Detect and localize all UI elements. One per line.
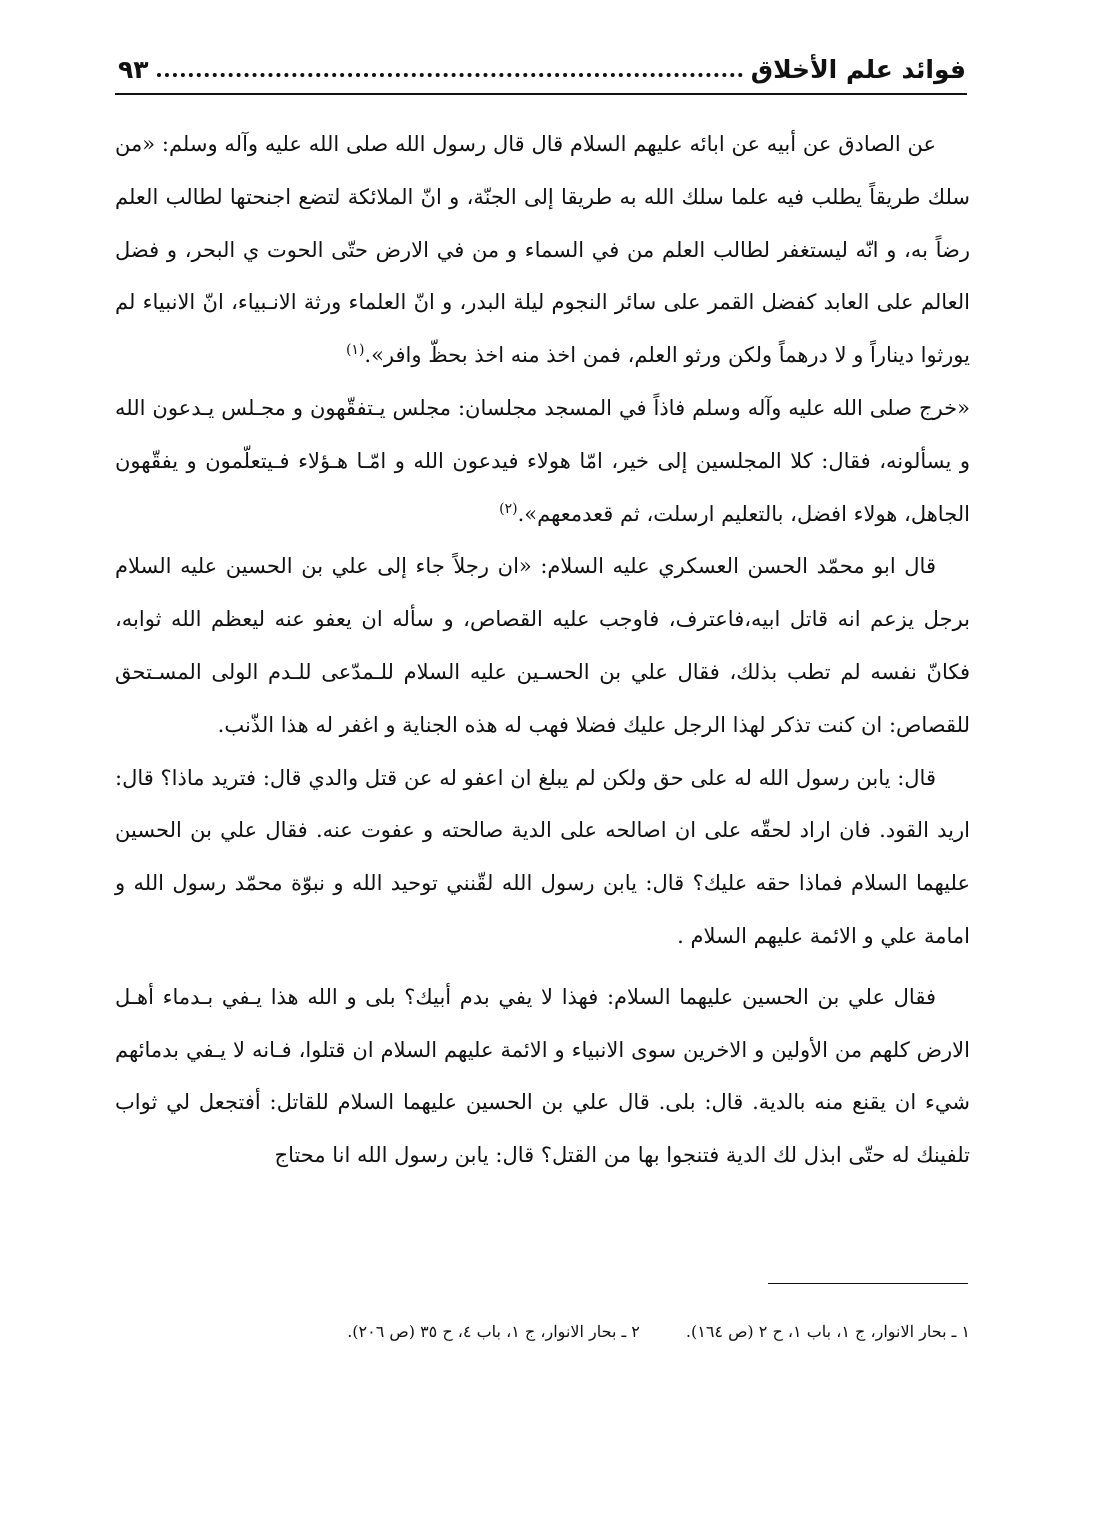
footnotes	[115, 1322, 970, 1341]
paragraph-text: عن الصادق عن أبيه عن ابائه عليهم السلام قال قال رسول الله صلى الله عليه وآله وسلم: «من سلك طريقاً يطلب فيه علما سلك الله به طريقا إلى الجنّة، و انّ الملائكة لتضع اجنحتها لطالب العلم رضاً به، و انّه ليستغفر لطالب العلم من في السماء و من في الارض حتّى الحوت ي البحر، و فضل العالم على العابد كفضل القمر على سائر النجوم ليلة البدر، و انّ العلماء ورثة الانـبياء، انّ الانبياء لم يورثوا ديناراً و لا درهماً ولكن ورثو العلم، فمن اخذ منه اخذ بحظّ وافر».	[115, 132, 970, 368]
footnote-1: ١ ـ بحار الانوار، ج ١، باب ١، ح ٢ (ص ١٦٤).	[685, 1322, 970, 1341]
paragraph-text: قال: يابن رسول الله له على حق ولكن لم يبلغ ان اعفو له عن قتل والدي قال: فتريد ماذا؟ قال: اريد القود. فان اراد لحقّه على ان اصالحه على الدية صالحته و عفوت عنه. فقال علي بن الحسين عليهما السلام فماذا حقه عليك؟ قال: يابن رسول الله لقّنني توحيد الله و نبوّة محمّد رسول الله و امامة علي و الائمة عليهم السلام .	[115, 765, 970, 948]
paragraph-4	[115, 752, 970, 963]
main-text	[115, 118, 970, 1182]
paragraph-1	[115, 118, 970, 382]
leader-dots	[157, 73, 743, 77]
footnote-ref-1: (١)	[345, 342, 365, 359]
footnote-divider	[768, 1283, 968, 1284]
paragraph-2	[115, 382, 970, 540]
paragraph-3	[115, 540, 970, 751]
paragraph-text: «خرج صلى الله عليه وآله وسلم فاذاً في المسجد مجلسان: مجلس يـتفقّهون و مجـلس يـدعون الله و يسألونه، فقال: كلا المجلسين إلى خير، امّا هولاء فيدعون الله و امّـا هـؤلاء فـيتعلّمون و يفقّهون الجاهل، هولاء افضل، بالتعليم ارسلت، ثم قعدمعهم».	[115, 395, 970, 526]
page-number: ٩٣	[118, 55, 149, 84]
paragraph-text: فقال علي بن الحسين عليهما السلام: فهذا لا يفي بدم أبيك؟ بلى و الله هذا يـفي بـدماء أهـل الارض كلهم من الأولين و الاخرين سوى الانبياء و الائمة عليهم السلام ان قتلوا، فـانه لا يـفي بدمائهم شيء ان يقنع منه بالدية. قال: بلى. قال علي بن الحسين عليهما السلام للقاتل: أفتجعل لي ثواب تلفينك له حتّى ابذل لك الدية فتنجوا بها من القتل؟ قال: يابن رسول الله انا محتاج	[115, 984, 970, 1168]
header-divider	[115, 93, 967, 95]
running-header	[118, 42, 966, 88]
paragraph-5	[115, 971, 970, 1182]
footnote-2: ٢ ـ بحار الانوار، ج ١، باب ٤، ح ٣٥ (ص ٢٠٦).	[347, 1322, 640, 1341]
book-title: فوائد علم الأخلاق	[750, 55, 966, 84]
paragraph-text: قال ابو محمّد الحسن العسكري عليه السلام: «ان رجلاً جاء إلى علي بن الحسين عليه السلام برجل يزعم انه قاتل ابيه،فاعترف، فاوجب عليه القصاص، و سأله ان يعفو عنه ليعظم الله ثوابه، فكانّ نفسه لم تطب بذلك، فقال علي بن الحسـين عليه السلام للـمدّعى للـدم الولى المسـتحق للقصاص: ان كنت تذكر لهذا الرجل عليك فضلا فهب له هذه الجناية و اغفر له هذا الذّنب.	[115, 554, 970, 737]
footnote-ref-2: (٢)	[499, 500, 518, 517]
